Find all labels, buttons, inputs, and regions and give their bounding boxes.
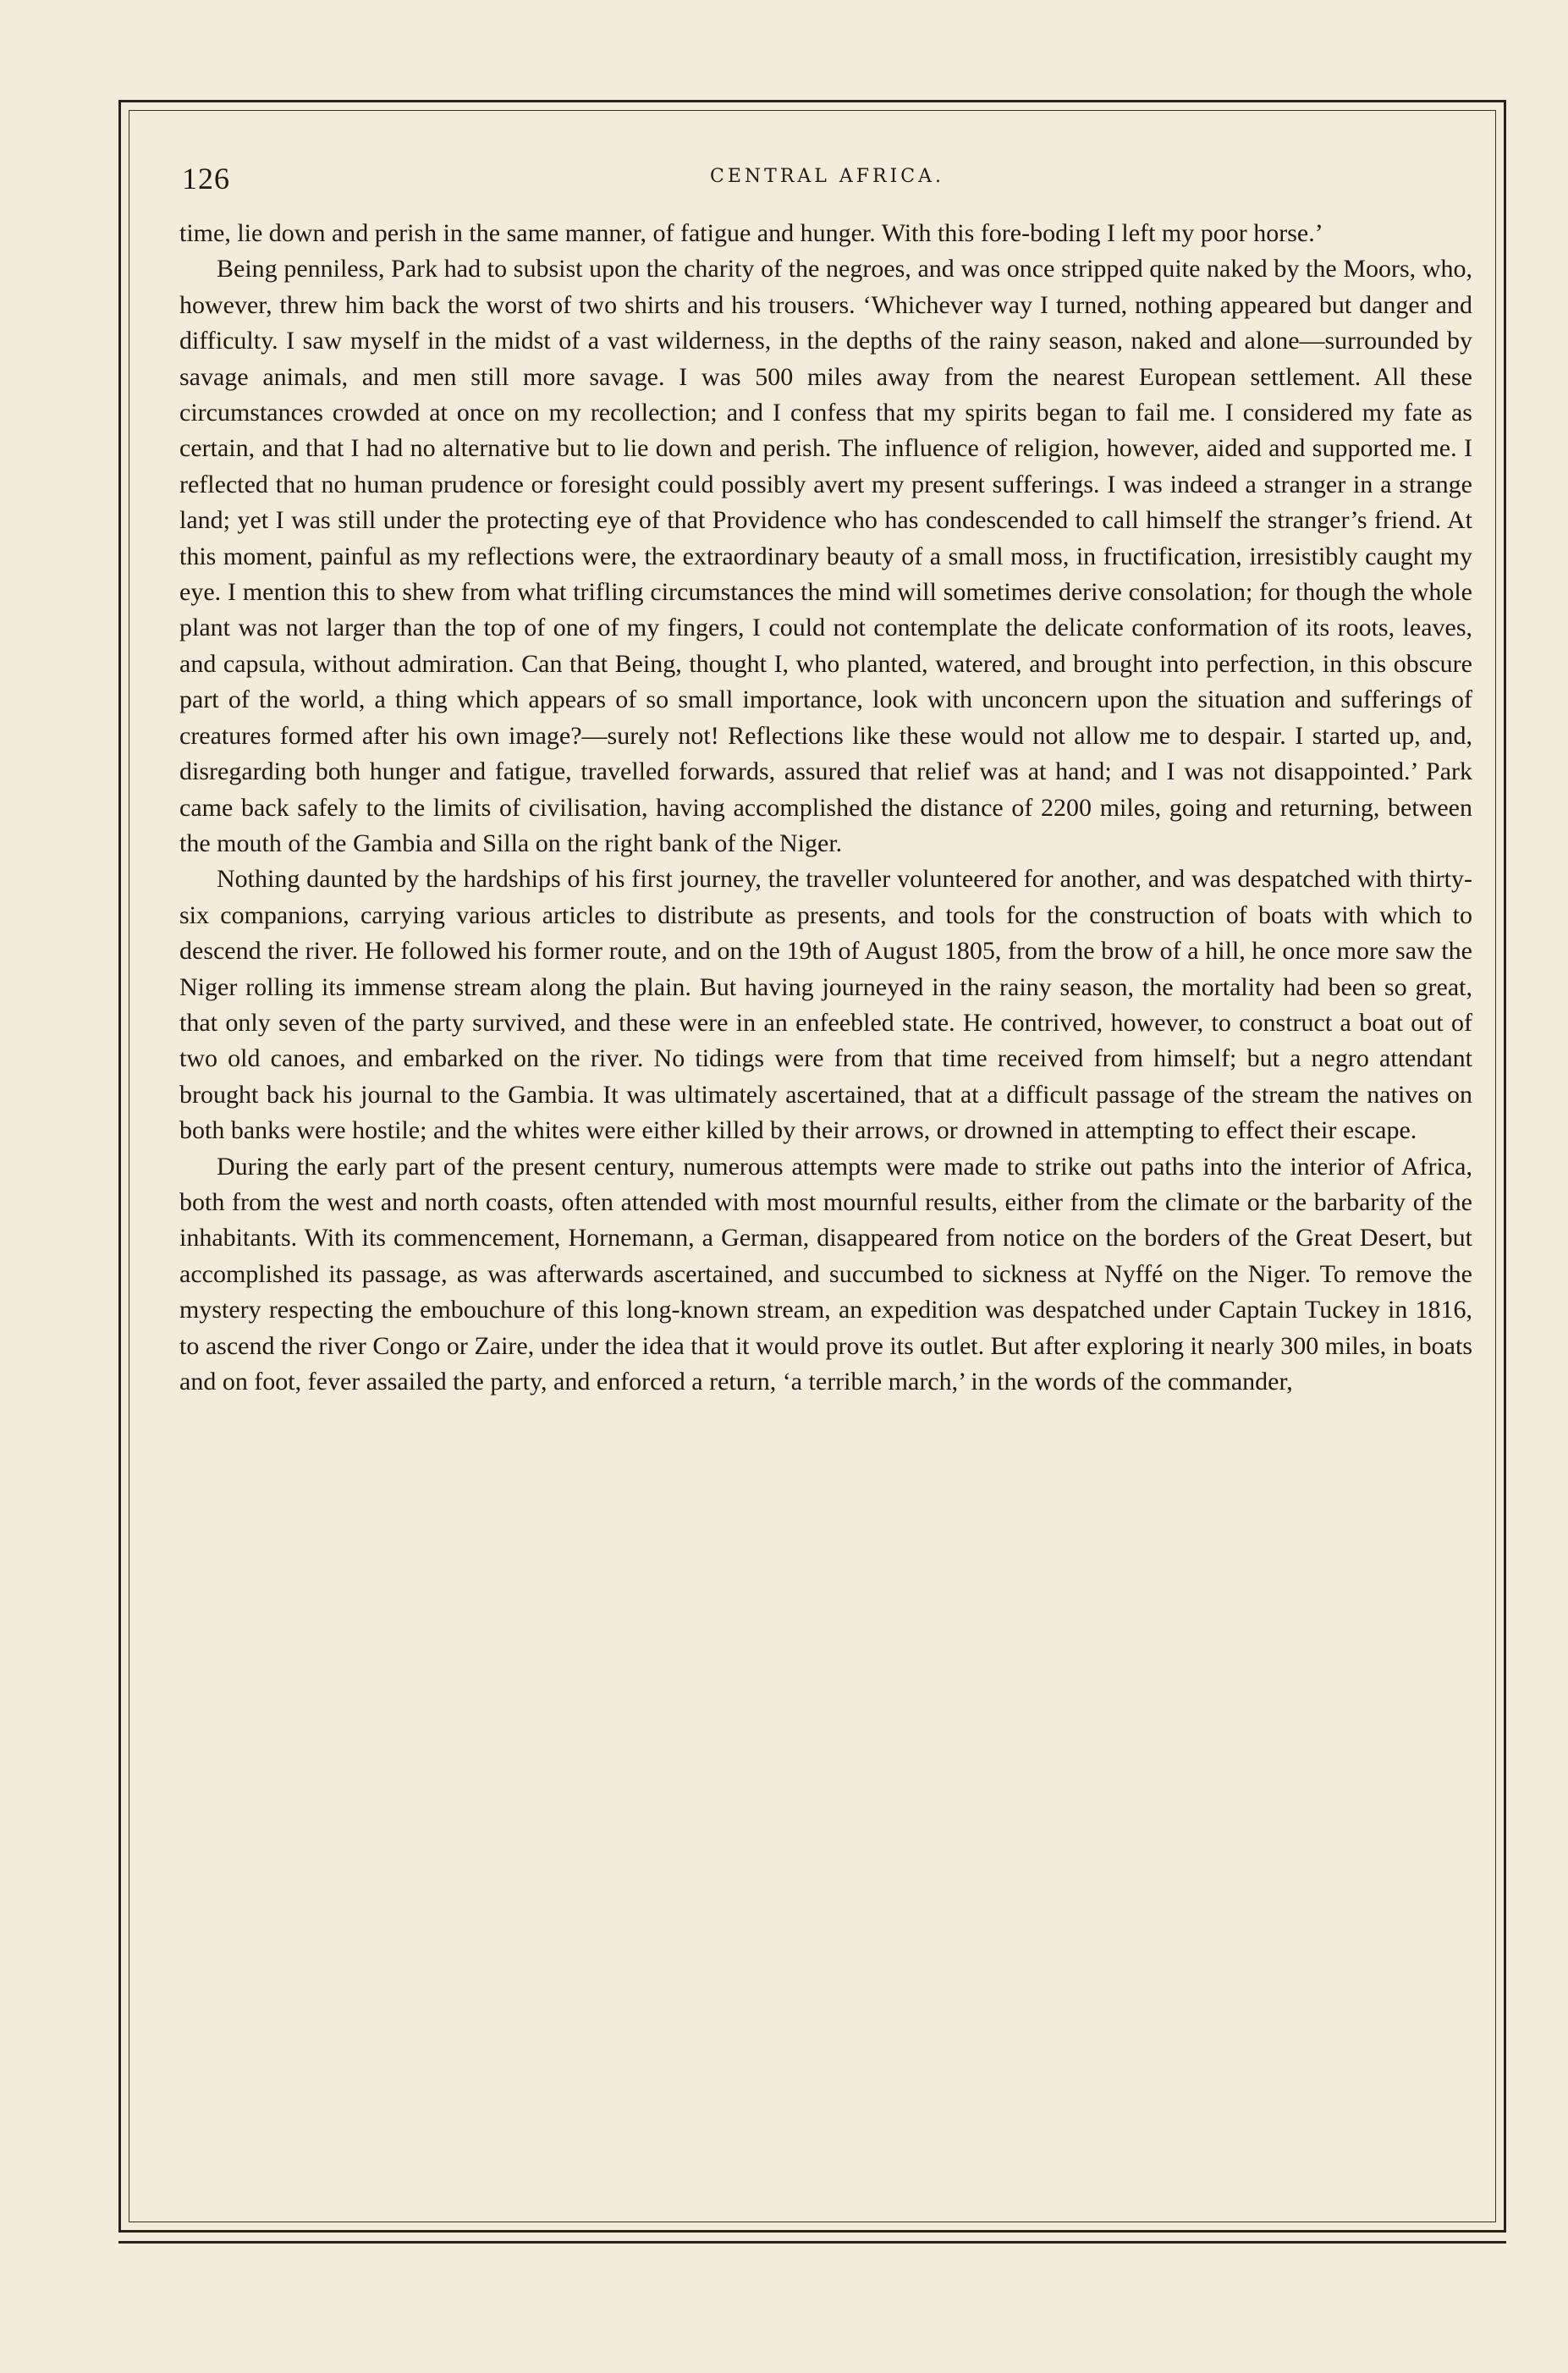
paragraph: During the early part of the present century, numerous attempts were made to strike out paths into the interior of Africa, both from the west and north coasts, often attended with most mournful results, either from the climate or the barbarity of the inhabitants. With its commencement, Hornemann, a German, disappeared from notice on the borders of the Great Desert, but accomplished its passage, as was afterwards ascertained, and succumbed to sickness at Nyffé on the Niger. To remove the mystery respecting the embouchure of this long-known stream, an expedition was despatched under Captain Tuckey in 1816, to ascend the river Congo or Zaire, under the idea that it would prove its outlet. But after exploring it nearly 300 miles, in boats and on foot, fever assailed the party, and enforced a return, ‘a terrible march,’ in the words of the commander, — [179, 1152, 1472, 1396]
running-head: CENTRAL AFRICA. — [710, 166, 944, 187]
paragraph-continued: time, lie down and perish in the same manner, of fatigue and hunger. With this fore-boding I left my poor horse.’ — [179, 219, 1323, 247]
body-text — [179, 216, 1472, 1400]
page-border-bottom-rule — [118, 2241, 1506, 2244]
page-header — [182, 161, 1472, 201]
paragraph: Nothing daunted by the hardships of his first journey, the traveller volunteered for another, and was despatched with thirty-six companions, carrying various articles to distribute as presents, and tools for the construction of boats with which to descend the river. He followed his former route, and on the 19th of August 1805, from the brow of a hill, he once more saw the Niger rolling its immense stream along the plain. But having journeyed in the rainy season, the mortality had been so great, that only seven of the party survived, and these were in an enfeebled state. He contrived, however, to construct a boat out of two old canoes, and embarked on the river. No tidings were from that time received from himself; but a negro attendant brought back his journal to the Gambia. It was ultimately ascertained, that at a difficult passage of the stream the natives on both banks were hostile; and the whites were either killed by their arrows, or drowned in attempting to effect their escape. — [179, 865, 1472, 1145]
paragraph: Being penniless, Park had to subsist upon the charity of the negroes, and was once stripped quite naked by the Moors, who, however, threw him back the worst of two shirts and his trousers. ‘Whichever way I turned, nothing appeared but danger and difficulty. I saw myself in the midst of a vast wilderness, in the depths of the rainy season, naked and alone—surrounded by savage animals, and men still more savage. I was 500 miles away from the nearest European settlement. All these circumstances crowded at once on my recollection; and I confess that my spirits began to fail me. I considered my fate as certain, and that I had no alternative but to lie down and perish. The influence of religion, however, aided and supported me. I reflected that no human prudence or foresight could possibly avert my present sufferings. I was indeed a stranger in a strange land; yet I was still under the protecting eye of that Providence who has condescended to call himself the stranger’s friend. At this moment, painful as my reflections were, the extraordinary beauty of a small moss, in fructification, irresistibly caught my eye. I mention this to shew from what trifling circumstances the mind will sometimes derive consolation; for though the whole plant was not larger than the top of one of my fingers, I could not contemplate the delicate conformation of its roots, leaves, and capsula, without admiration. Can that Being, thought I, who planted, watered, and brought into perfection, in this obscure part of the world, a thing which appears of so small importance, look with unconcern upon the situation and sufferings of creatures formed after his own image?—surely not! Reflections like these would not allow me to despair. I started up, and, disregarding both hunger and fatigue, travelled forwards, assured that relief was at hand; and I was not disappointed.’ Park came back safely to the limits of civilisation, having accomplished the distance of 2200 miles, going and returning, between the mouth of the Gambia and Silla on the right bank of the Niger. — [179, 255, 1472, 857]
page-number: 126 — [182, 162, 230, 195]
